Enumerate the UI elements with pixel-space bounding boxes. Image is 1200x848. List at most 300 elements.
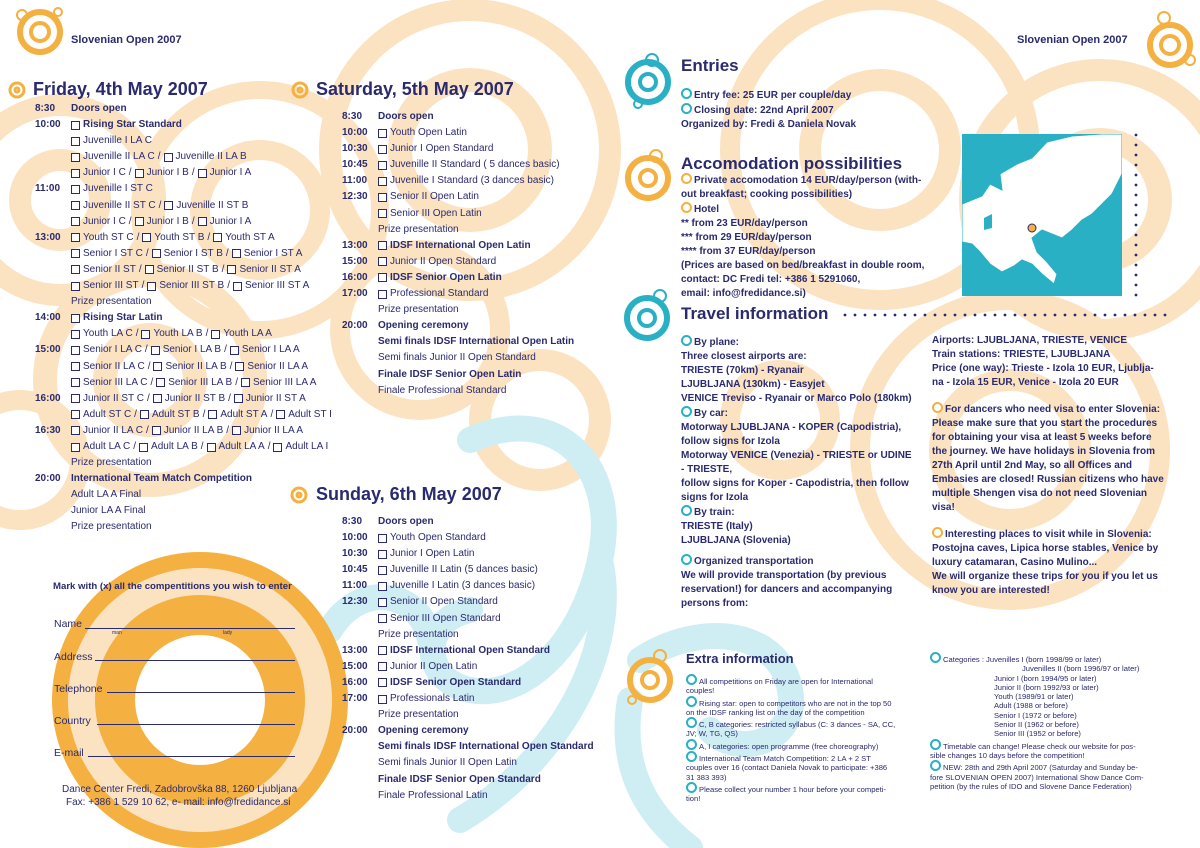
schedule-time [342,707,378,723]
saturday-schedule [342,109,574,399]
name-field[interactable] [85,628,295,629]
competition-checkbox[interactable] [235,362,244,371]
competition-label: Finale Professional Standard [378,384,507,396]
schedule-time [35,165,71,181]
competition-checkbox[interactable] [241,378,250,387]
schedule-row: 16:00 Junior II ST C / Junior II ST B / Junior II ST A [35,391,332,407]
competition-checkbox[interactable] [151,346,160,355]
bullet-icon [686,739,697,750]
competition-checkbox[interactable] [378,241,387,250]
schedule-row [342,788,594,804]
schedule-row [342,350,574,366]
competition-label: Junior I Open Standard [390,143,494,155]
competition-checkbox[interactable] [164,201,173,210]
competition-checkbox[interactable] [378,177,387,186]
schedule-time: 11:00 [35,183,61,195]
competition-checkbox[interactable] [71,394,80,403]
competition-label: Junior II LA C [83,424,144,436]
competition-label: IDSF Senior Open Standard [390,676,522,688]
competition-checkbox[interactable] [153,394,162,403]
schedule-row: Juvenille II ST C / Juvenille II ST B [35,198,332,214]
schedule-time [342,367,378,383]
competition-checkbox[interactable] [378,582,387,591]
bullet-icon [686,674,697,685]
schedule-row [342,125,574,141]
competition-label: Doors open [378,111,434,122]
competition-checkbox[interactable] [152,426,161,435]
competition-label: IDSF International Open Standard [390,644,551,656]
competition-checkbox[interactable] [71,314,80,323]
competition-checkbox[interactable] [234,394,243,403]
competition-checkbox[interactable] [198,169,207,178]
competition-label: Prize presentation [71,457,152,469]
competition-checkbox[interactable] [147,282,156,291]
competition-checkbox[interactable] [378,257,387,266]
schedule-row [35,181,332,197]
schedule-time: 10:45 [342,159,368,171]
schedule-row [35,310,332,326]
travel-right-block: Airports: LJUBLJANA, TRIESTE, VENICE Train stations: TRIESTE, LJUBLJANA Price (one way): Trieste - Izola 10 EUR, Ljublja- na - Izola 15 EUR, Venice - Izola 20 EUR For dancers who need visa to enter Slovenia: Please make sure that you start the procedures for obtaining your visa at least 5 weeks before the journey. We have holidays in Slovenia from 27th April until 2nd May, so all Offices and Embasies are closed! Russian citizens who have multiple Shengen visa do not need Slovenian visa! Interesting places to visit while in Slovenia: Postojna caves, Lipica horse stables, Venice by luxury catamaran, Casino Mulino... We will organize these trips for you if you let us know you are interested! [932,335,1164,596]
competition-label: Senior III Open Latin [390,207,482,219]
competition-checkbox[interactable] [71,330,80,339]
competition-label: Finale Professional Latin [378,789,488,801]
competition-label: Junior I A [209,167,252,179]
bullet-icon [681,554,692,565]
competition-label: Senior I LA B [162,344,222,356]
competition-checkbox[interactable] [227,265,236,274]
schedule-row [35,294,332,310]
schedule-time [35,519,71,535]
bullet-icon [930,652,941,663]
schedule-row [342,772,594,788]
form-heading: Mark with (x) all the compentitions you wish to enter [53,581,292,592]
competition-checkbox[interactable] [71,362,80,371]
schedule-row [35,471,332,487]
competition-checkbox[interactable] [273,443,282,452]
extra-heading: Extra information [686,651,794,666]
competition-checkbox[interactable] [156,378,165,387]
schedule-time [35,214,71,230]
schedule-row [342,254,574,270]
competition-label: Prize presentation [378,709,459,721]
competition-checkbox[interactable] [211,330,220,339]
competition-checkbox[interactable] [71,378,80,387]
address-footer-line2: Fax: +386 1 529 10 62, e- mail: info@fredidance.si [66,797,291,808]
competition-label: Junior II ST A [245,392,306,404]
bullet-icon [686,696,697,707]
competition-label: Adult LA A Final [71,489,142,501]
competition-label: Juvenille II Standard ( 5 dances basic) [390,159,560,171]
schedule-time: 10:45 [342,564,368,576]
competition-checkbox[interactable] [378,290,387,299]
competition-checkbox[interactable] [207,443,216,452]
schedule-time [35,455,71,471]
competition-label: Finale IDSF Senior Open Standard [378,773,541,785]
competition-label: Senior III Open Standard [390,612,501,624]
saturday-title: Saturday, 5th May 2007 [316,79,514,99]
schedule-row [342,270,574,286]
competition-label: Adult ST C [83,408,132,420]
schedule-row [342,206,574,222]
schedule-row [342,157,574,173]
schedule-row: Senior II ST / Senior II ST B / Senior II ST A [35,262,332,278]
competition-label: Doors open [71,103,127,114]
schedule-row [342,659,594,675]
schedule-time: 15:00 [35,344,61,356]
schedule-row [342,755,594,771]
competition-checkbox[interactable] [232,426,241,435]
telephone-label: Telephone [54,683,103,695]
email-label: E-mail [54,747,84,759]
bullet-icon [686,782,697,793]
schedule-time: 20:00 [342,725,368,737]
brand-left: Slovenian Open 2007 [71,34,182,46]
schedule-row: Senior III LA C / Senior III LA B / Senior III LA A [35,375,332,391]
schedule-row: Adult ST C / Adult ST B / Adult ST A / Adult ST I [35,407,332,423]
competition-label: Junior II LA B [163,424,224,436]
schedule-time: 17:00 [342,693,368,705]
competition-checkbox[interactable] [378,273,387,282]
competition-label: Senior III ST A [244,280,310,292]
schedule-time: 11:00 [342,175,368,187]
competition-label: Juvenille II ST B [176,199,249,211]
competition-label: Junior I C [83,215,126,227]
competition-checkbox[interactable] [230,346,239,355]
schedule-row: Senior III ST / Senior III ST B / Senior III ST A [35,278,332,294]
schedule-time [342,788,378,804]
competition-label: Semi finals Junior II Open Latin [378,757,517,769]
schedule-time [342,206,378,222]
competition-checkbox[interactable] [378,695,387,704]
competition-checkbox[interactable] [378,145,387,154]
man-label: man [112,630,122,636]
competition-label: Senior III LA A [252,376,317,388]
competition-label: Adult ST I [288,408,332,420]
entries-heading: Entries [681,56,739,75]
schedule-row [342,302,574,318]
competition-label: Junior II Open Latin [390,660,478,672]
competition-label: IDSF International Open Latin [390,239,531,251]
schedule-time [342,383,378,399]
accommodation-block: Private accomodation 14 EUR/day/person (with- out breakfast; cooking possibilities) Hotel ** from 23 EUR/day/person *** from 29 EUR/day/person **** from 37 EUR/day/person (Prices are based on bed/breakfast in double room, contact: DC Fredi tel: +386 1 5291060, email: info@fredidance.si) [681,175,925,299]
bullet-icon [930,739,941,750]
competition-label: Juvenille II Latin (5 dances basic) [390,564,538,576]
schedule-row [342,173,574,189]
competition-checkbox[interactable] [145,265,154,274]
competition-label: Senior I ST A [243,247,303,259]
schedule-time [35,375,71,391]
competition-label: Senior III ST B [159,280,225,292]
competition-label: Junior I B [146,167,189,179]
schedule-time: 20:00 [35,473,61,485]
competition-label: Senior I LA A [241,344,300,356]
schedule-time: 13:00 [342,239,368,251]
schedule-time [35,359,71,375]
competition-checkbox[interactable] [152,249,161,258]
competition-label: Juvenille II ST C [83,199,156,211]
friday-schedule [35,101,332,536]
schedule-row: 13:00 Youth ST C / Youth ST B / Youth ST A [35,230,332,246]
competition-label: Semi finals Junior II Open Standard [378,352,536,364]
competition-checkbox[interactable] [378,129,387,138]
travel-heading: Travel information [681,304,829,323]
competition-checkbox[interactable] [71,282,80,291]
schedule-time [35,503,71,519]
competition-checkbox[interactable] [71,185,80,194]
competition-checkbox[interactable] [71,426,80,435]
competition-label: Senior II ST A [239,263,301,275]
schedule-time [342,350,378,366]
competition-checkbox[interactable] [208,410,217,419]
competition-checkbox[interactable] [71,137,80,146]
competition-checkbox[interactable] [378,534,387,543]
competition-label: Rising Star Latin [83,312,163,324]
competition-checkbox[interactable] [71,169,80,178]
competition-checkbox[interactable] [71,265,80,274]
competition-label: Juvenille I Standard (3 dances basic) [390,175,554,187]
schedule-row [35,503,332,519]
schedule-time: 8:30 [35,103,56,114]
schedule-row [342,546,594,562]
competition-label: Opening ceremony [378,320,469,332]
schedule-row [35,455,332,471]
schedule-row [35,519,332,535]
competition-checkbox[interactable] [378,678,387,687]
competition-label: Junior I Open Latin [390,548,475,560]
competition-checkbox[interactable] [140,410,149,419]
schedule-time: 13:00 [342,644,368,656]
competition-label: Prize presentation [378,304,459,316]
competition-label: Adult LA C [83,440,131,452]
schedule-row [342,643,594,659]
schedule-time: 12:30 [342,191,368,203]
competition-checkbox[interactable] [232,249,241,258]
bullet-icon [681,335,692,346]
schedule-row [342,707,594,723]
competition-checkbox[interactable] [71,443,80,452]
sunday-schedule [342,514,594,804]
schedule-row: 15:00 Senior I LA C / Senior I LA B / Senior I LA A [35,342,332,358]
competition-checkbox[interactable] [71,249,80,258]
schedule-time [35,262,71,278]
competition-label: Senior II LA A [247,360,309,372]
competition-checkbox[interactable] [276,410,285,419]
schedule-row [342,578,594,594]
schedule-row [342,627,594,643]
competition-label: Juvenille II LA C [83,151,155,163]
competition-checkbox[interactable] [71,121,80,130]
schedule-row [342,367,574,383]
schedule-row [342,141,574,157]
competition-checkbox[interactable] [71,201,80,210]
competition-checkbox[interactable] [378,550,387,559]
schedule-time [342,739,378,755]
schedule-time [35,326,71,342]
competition-label: Senior III ST [83,280,139,292]
schedule-row: Adult LA C / Adult LA B / Adult LA A / Adult LA I [35,439,332,455]
schedule-row [35,117,332,133]
competition-label: Juvenille I LA C [83,135,152,147]
schedule-time [35,278,71,294]
schedule-time [35,198,71,214]
competition-label: Junior II ST B [164,392,226,404]
address-field[interactable] [95,660,295,661]
competition-label: Adult LA B [151,440,198,452]
schedule-time [342,222,378,238]
schedule-row [342,594,594,610]
competition-checkbox[interactable] [378,209,387,218]
bullet-icon [686,717,697,728]
competition-checkbox[interactable] [378,598,387,607]
competition-label: Youth LA C [83,328,133,340]
schedule-time [342,755,378,771]
competition-checkbox[interactable] [378,566,387,575]
competition-checkbox[interactable] [164,153,173,162]
competition-checkbox[interactable] [378,662,387,671]
competition-label: Juvenille II LA B [175,151,247,163]
competition-label: Prize presentation [378,628,459,640]
schedule-row [342,530,594,546]
schedule-time [342,302,378,318]
schedule-row [342,286,574,302]
schedule-row [35,133,332,149]
competition-checkbox[interactable] [142,233,151,242]
bullet-icon [681,202,692,213]
competition-label: Adult LA A [218,440,265,452]
competition-checkbox[interactable] [378,646,387,655]
competition-label: Prize presentation [378,223,459,235]
competition-label: Youth Open Standard [390,532,486,544]
competition-label: Finale IDSF Senior Open Latin [378,368,522,380]
competition-checkbox[interactable] [378,193,387,202]
competition-checkbox[interactable] [135,169,144,178]
schedule-time: 10:00 [342,127,368,139]
competition-label: Juvenille I Latin (3 dances basic) [390,580,536,592]
schedule-row [342,611,594,627]
competition-label: Youth ST A [225,231,275,243]
competition-label: Senior II Open Latin [390,191,479,203]
competition-checkbox[interactable] [378,614,387,623]
competition-checkbox[interactable] [378,161,387,170]
schedule-time [35,149,71,165]
competition-label: Opening ceremony [378,725,469,737]
schedule-row [342,723,594,739]
schedule-time: 8:30 [342,516,363,527]
entries-block: Entry fee: 25 EUR per couple/day Closing date: 22nd April 2007 Organized by: Fredi & Daniela Novak [681,90,857,130]
schedule-time [342,334,378,350]
competition-label: Senior I ST C [83,247,143,259]
competition-label: Semi finals IDSF International Open Latin [378,336,575,348]
accommodation-heading: Accomodation possibilities [681,154,903,173]
competition-label: Semi finals IDSF International Open Standard [378,741,594,753]
competition-checkbox[interactable] [213,233,222,242]
competition-label: Youth LA B [153,328,203,340]
bullet-icon [681,173,692,184]
email-field[interactable] [88,756,295,757]
competition-checkbox[interactable] [139,443,148,452]
competition-checkbox[interactable] [71,346,80,355]
competition-checkbox[interactable] [71,233,80,242]
country-field[interactable] [97,724,295,725]
competition-label: Rising Star Standard [83,119,182,131]
competition-label: International Team Match Competition [71,473,252,485]
schedule-row: Junior I C / Junior I B / Junior I A [35,165,332,181]
competition-label: IDSF Senior Open Latin [390,271,502,283]
telephone-field[interactable] [107,692,295,693]
schedule-row [342,514,594,530]
schedule-row [342,222,574,238]
competition-label: Adult ST B [151,408,200,420]
competition-checkbox[interactable] [141,330,150,339]
schedule-row: Junior I C / Junior I B / Junior I A [35,214,332,230]
competition-label: Adult ST A [220,408,268,420]
competition-checkbox[interactable] [71,410,80,419]
extra-left-block: All competitions on Friday are open for International couples! Rising star: open to competitors who are not in the top 50 on the IDSF ranking list on the day of the competition C, B categories: restricted syllabus (C: 3 dances - SA, CC, JV; W, TG, QS) A, I categories: open programme (free choreography) International Team Match Competition: 2 LA + 2 ST couples over 16 (contact Daniela Novak to participate: +386 31 383 393) Please collect your number 1 hour before your competi- tion! [686,674,895,804]
schedule-row [342,562,594,578]
competition-checkbox[interactable] [71,217,80,226]
brand-right: Slovenian Open 2007 [1017,34,1128,46]
friday-title: Friday, 4th May 2007 [33,79,208,99]
schedule-time: 10:00 [35,119,61,131]
schedule-time: 13:00 [35,231,61,243]
schedule-time: 16:00 [35,392,61,404]
schedule-time [35,439,71,455]
competition-label: Senior II LA B [165,360,227,372]
competition-label: Senior II ST [83,263,136,275]
competition-label: Professionals Latin [390,693,475,705]
schedule-time: 17:00 [342,288,368,300]
competition-checkbox[interactable] [233,282,242,291]
schedule-time [35,294,71,310]
competition-label: Junior LA A Final [71,505,146,517]
schedule-time [35,487,71,503]
competition-checkbox[interactable] [153,362,162,371]
schedule-row [342,675,594,691]
name-label: Name [54,618,83,630]
travel-left-block: By plane: Three closest airports are: TRIESTE (70km) - Ryanair LJUBLJANA (130km) - Easyjet VENICE Treviso - Ryanair or Marco Polo (180km) By car: Motorway LJUBLJANA - KOPER (Capodistria), follow signs for Izola Motorway VENICE (Venezia) - TRIESTE or UDINE - TRIESTE, follow signs for Koper - Capodistria, then follow signs for Izola By train: TRIESTE (Italy) LJUBLJANA (Slovenia) Organized transportation We will provide transportation (by previous reservation!) for dancers and accompanying persons from: [681,337,912,609]
address-footer-line1: Dance Center Fredi, Zadobrovška 88, 1260 Ljubljana [62,784,298,795]
competition-checkbox[interactable] [135,217,144,226]
schedule-row [342,383,574,399]
competition-label: Junior II Open Standard [390,255,497,267]
competition-checkbox[interactable] [198,217,207,226]
schedule-time [342,627,378,643]
schedule-row [342,334,574,350]
address-label: Address [54,651,93,663]
competition-label: Professional Standard [390,288,489,300]
schedule-row: Senior II LA C / Senior II LA B / Senior II LA A [35,359,332,375]
sunday-title: Sunday, 6th May 2007 [316,484,502,504]
competition-label: Prize presentation [71,296,152,308]
competition-label: Youth ST C [83,231,134,243]
schedule-time: 10:30 [342,143,368,155]
schedule-row: 16:30 Junior II LA C / Junior II LA B / Junior II LA A [35,423,332,439]
schedule-time: 16:30 [35,424,61,436]
schedule-time: 12:30 [342,596,368,608]
lady-label: lady [223,630,233,636]
schedule-time: 11:00 [342,580,368,592]
europe-map [962,134,1122,296]
schedule-row [35,101,332,117]
schedule-time: 8:30 [342,111,363,122]
schedule-time [35,133,71,149]
schedule-row [342,238,574,254]
schedule-row [342,109,574,125]
schedule-row [342,739,594,755]
schedule-time: 16:00 [342,271,368,283]
bullet-icon [681,505,692,516]
competition-checkbox[interactable] [71,153,80,162]
